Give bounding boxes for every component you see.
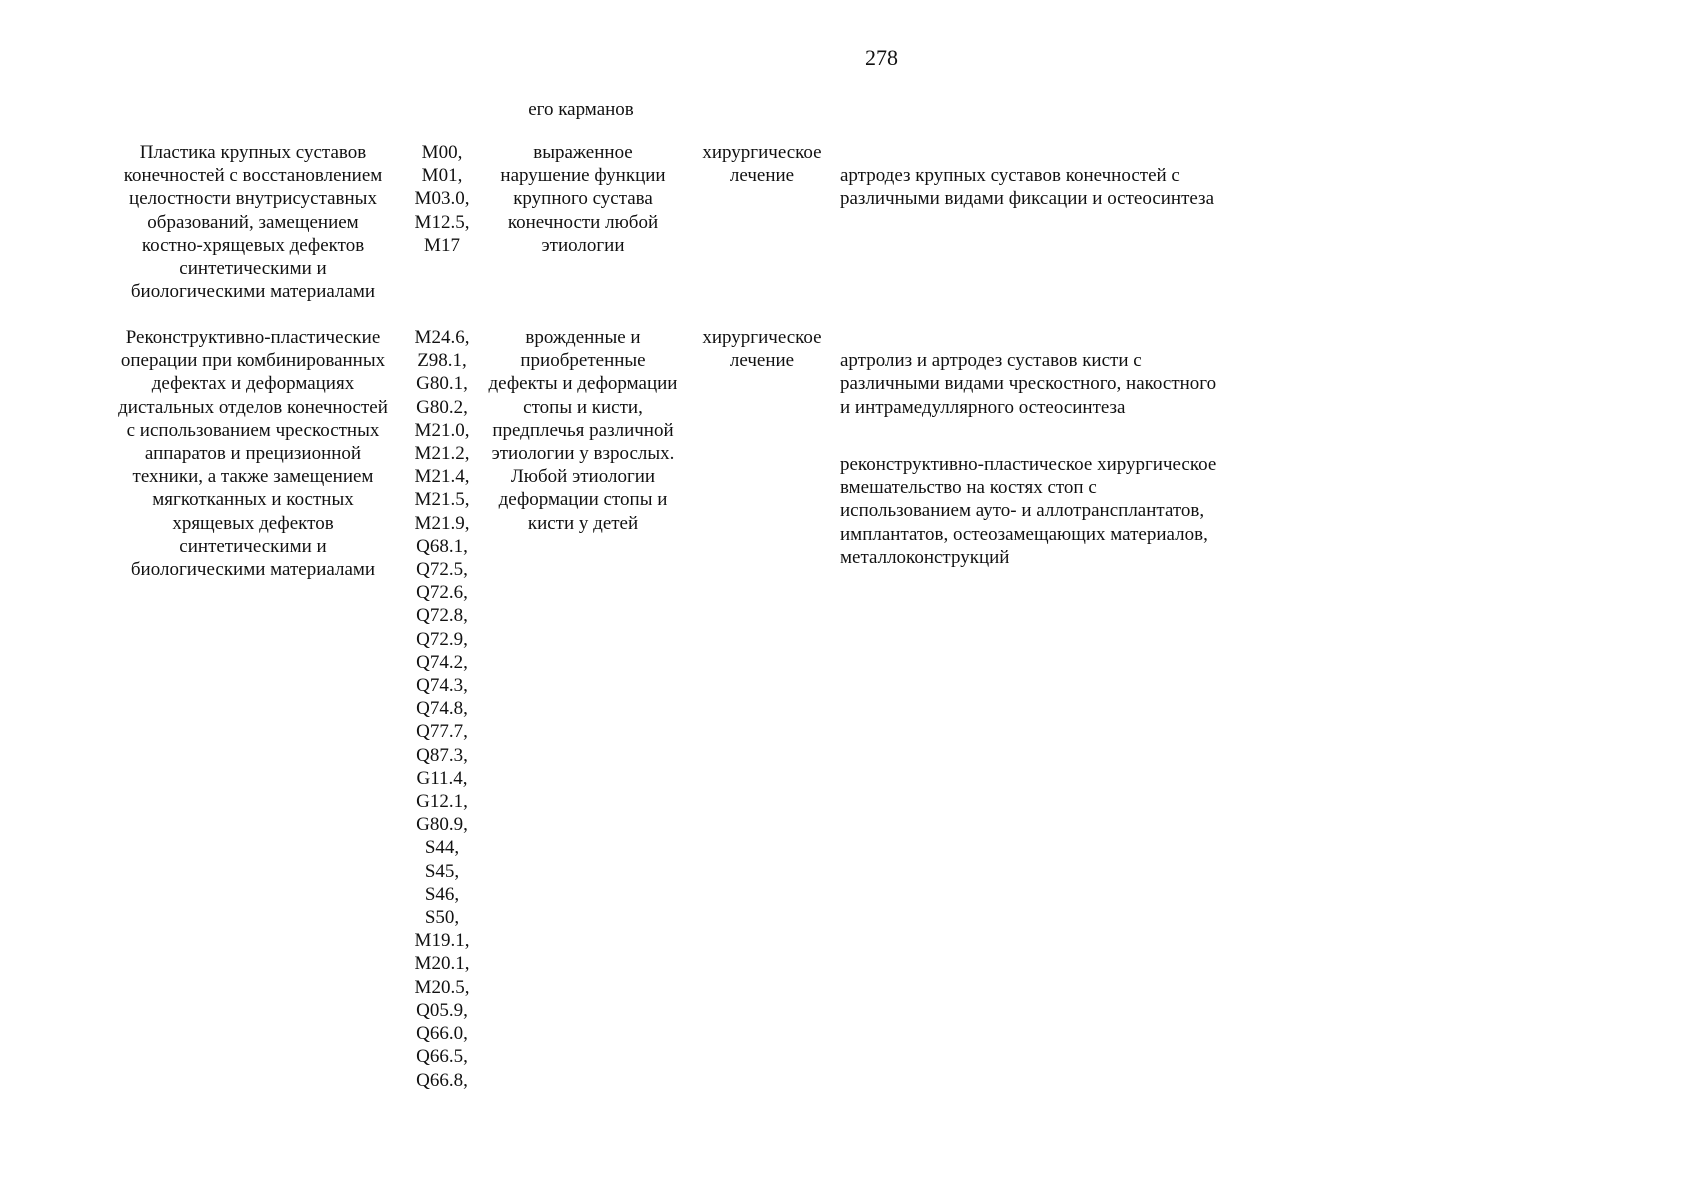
procedure-name: Реконструктивно-пластические операции при комбинированных дефектах и деформациях дистальных отделов конечностей с использованием чрескостных аппаратов и прецизионной техники, а также замещением мягкотканных и костных хрящевых дефектов синтетическими и биологическими материалами bbox=[118, 327, 388, 581]
treatment-method: артродез крупных суставов конечностей с различными видами фиксации и остеосинтеза bbox=[840, 165, 1214, 210]
continued-diagnosis-text: его карманов bbox=[528, 99, 634, 120]
treatment-methods bbox=[840, 141, 1260, 234]
icd-codes: M00, M01, M03.0, M12.5, M17 bbox=[414, 142, 470, 256]
treatment-methods bbox=[840, 326, 1260, 592]
treatment-type: хирургическое лечение bbox=[702, 142, 822, 187]
treatment-method: реконструктивно-пластическое хирургическое вмешательство на костях стоп с использованием ауто- и аллотрансплантатов, имплантатов, остеозамещающих материалов, металлоконструкций bbox=[840, 454, 1217, 568]
icd-codes: M24.6, Z98.1, G80.1, G80.2, M21.0, M21.2, M21.4, M21.5, M21.9, Q68.1, Q72.5, Q72.6, Q72.8, Q72.9, Q74.2, Q74.3, Q74.8, Q77.7, Q87.3, G11.4, G12.1, G80.9, S44, S45, S46, S50, M19.1, M20.1, M20.5, Q05.9, Q66.0, Q66.5, Q66.8, bbox=[414, 327, 470, 1091]
procedure-name: Пластика крупных суставов конечностей с восстановлением целостности внутрисуставных образований, замещением костно-хрящевых дефектов синтетическими и биологическими материалами bbox=[123, 142, 383, 303]
treatment-method: артролиз и артродез суставов кисти с различными видами чрескостного, накостного и интрамедуллярного остеосинтеза bbox=[840, 350, 1217, 418]
treatment-type: хирургическое лечение bbox=[702, 327, 822, 372]
patient-model: выраженное нарушение функции крупного сустава конечности любой этиологии bbox=[500, 142, 666, 256]
patient-model: врожденные и приобретенные дефекты и деформации стопы и кисти, предплечья различной этиологии у взрослых. Любой этиологии деформации стопы и кисти у детей bbox=[488, 327, 678, 534]
page-number: 278 bbox=[865, 45, 898, 70]
